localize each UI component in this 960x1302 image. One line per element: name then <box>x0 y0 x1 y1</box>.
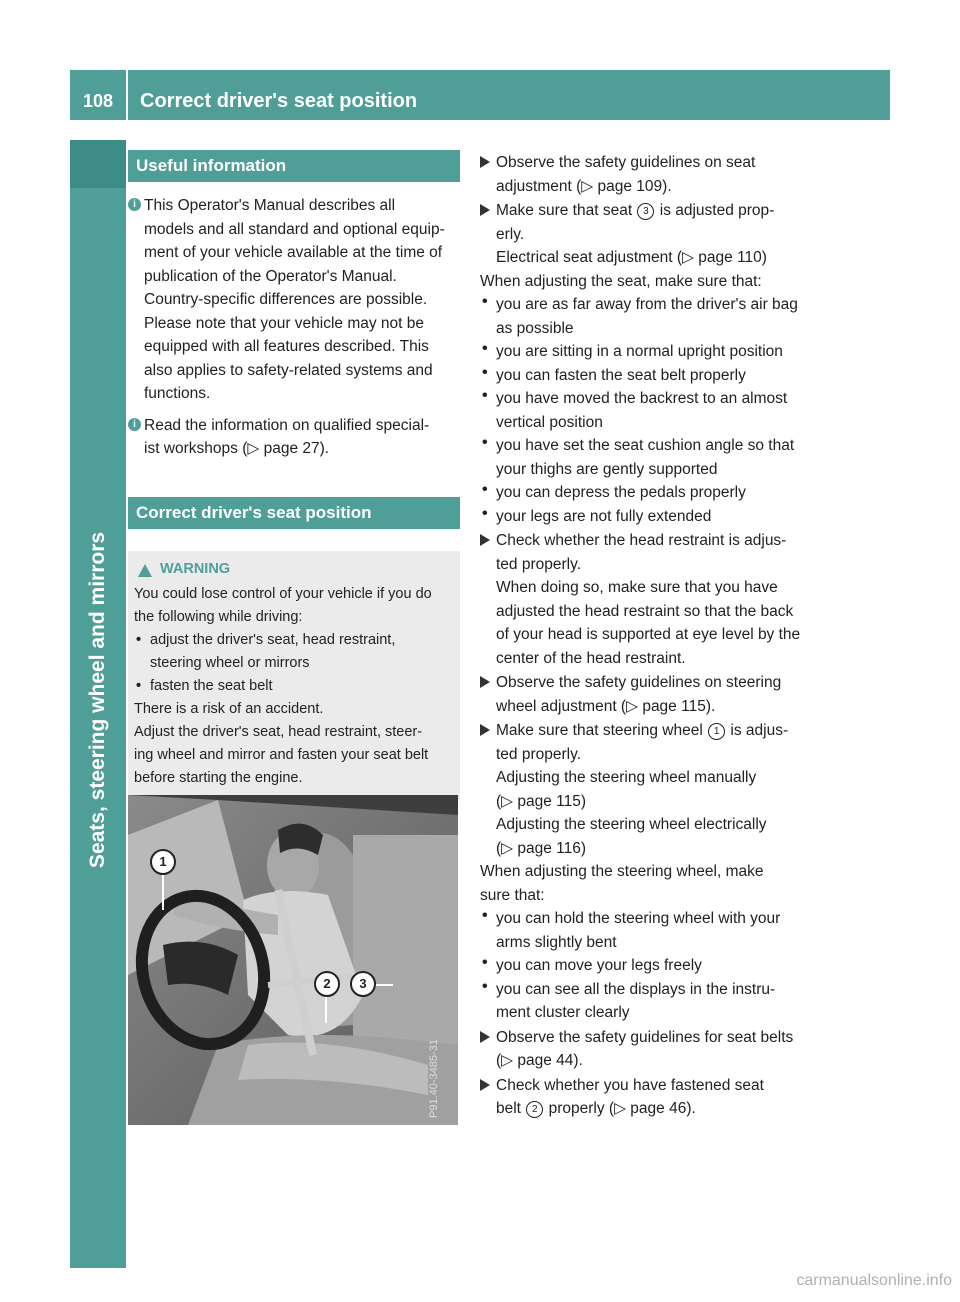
arrow-icon <box>480 724 490 736</box>
text-line <box>496 719 815 743</box>
warning-triangle-icon <box>138 564 152 577</box>
text-line: ment cluster clearly <box>496 1004 630 1021</box>
risk-text: There is a risk of an accident. <box>134 700 324 717</box>
text-line: Adjusting the steering wheel manually <box>496 769 757 786</box>
text-line: • you can depress the pedals properly <box>496 484 746 501</box>
text-line: (▷ page 115) <box>496 792 587 810</box>
text-line: Check whether the head restraint is adjus- <box>496 532 787 549</box>
callout-steering-wheel: 1 <box>150 849 176 875</box>
text-line: • you are as far away from the driver's air bag <box>496 296 798 313</box>
warning-box <box>128 551 460 800</box>
text-line: models and all standard and optional equip- <box>144 220 445 238</box>
list-item <box>480 387 815 434</box>
arrow-icon <box>480 1031 490 1043</box>
callout-seat: 3 <box>350 971 376 997</box>
text-line: the following while driving: <box>134 608 303 625</box>
text-line: When doing so, make sure that you have <box>496 579 778 596</box>
text-line: wheel adjustment (▷ page 115). <box>496 697 716 715</box>
arrow-icon <box>480 156 490 168</box>
warning-label: WARNING <box>160 560 231 577</box>
figure-code: P91.40-3485-31 <box>428 1039 440 1118</box>
arrow-icon <box>480 676 490 688</box>
arrow-icon <box>480 204 490 216</box>
text-fragment: belt <box>496 1100 526 1117</box>
list-item <box>134 675 454 698</box>
action-step <box>480 1074 815 1121</box>
text-line: ted properly. <box>496 745 582 763</box>
text-line: also applies to safety-related systems and <box>144 361 433 379</box>
warning-title <box>134 561 454 583</box>
text-fragment: is adjusted prop- <box>655 202 775 219</box>
driver-seat-illustration <box>128 795 458 1125</box>
text-line: • you can move your legs freely <box>496 957 702 974</box>
text-line: • fasten the seat belt <box>150 677 273 694</box>
list-item <box>480 434 815 481</box>
callout-seat-belt: 2 <box>314 971 340 997</box>
arrow-icon <box>480 1079 490 1091</box>
left-column <box>128 150 460 800</box>
page-header <box>70 70 890 120</box>
list-item <box>480 505 815 529</box>
callout-ref-seat: 3 <box>637 203 654 220</box>
text-line: Adjusting the steering wheel electrically <box>496 816 767 833</box>
action-step <box>480 719 815 860</box>
section-heading-seat-position: Correct driver's seat position <box>128 497 460 529</box>
text-line: (▷ page 44). <box>496 1052 583 1069</box>
page-number: 108 <box>70 70 126 120</box>
list-item <box>480 954 815 978</box>
callout-ref-steering-wheel: 1 <box>708 723 725 740</box>
text-line: vertical position <box>496 413 603 431</box>
text-line: adjustment (▷ page 109). <box>496 177 672 195</box>
list-item <box>480 481 815 505</box>
text-line <box>496 199 815 223</box>
text-line: equipped with all features described. This <box>144 338 429 355</box>
sidebar-tab-marker <box>70 140 126 188</box>
text-line: When adjusting the steering wheel, make <box>480 863 764 880</box>
text-line: You could lose control of your vehicle if you do <box>134 585 432 602</box>
sidebar-label: Seats, steering wheel and mirrors <box>86 531 109 869</box>
text-line: • you can see all the displays in the instru- <box>496 980 776 998</box>
right-column <box>480 150 815 1121</box>
action-step <box>480 1026 815 1073</box>
text-line: Observe the safety guidelines for seat belts <box>496 1028 794 1046</box>
text-line: erly. <box>496 225 525 243</box>
text-line: Observe the safety guidelines on steering <box>496 674 782 691</box>
seat-position-illustration <box>128 795 458 1125</box>
text-line: Please note that your vehicle may not be <box>144 314 425 332</box>
callout-ref-seat-belt: 2 <box>526 1101 543 1118</box>
text-fragment: Make sure that seat <box>496 202 637 219</box>
text-line: steering wheel or mirrors <box>150 654 310 671</box>
text-line: Check whether you have fastened seat <box>496 1076 764 1094</box>
text-line: • you have set the seat cushion angle so that <box>496 437 795 454</box>
text-line: Observe the safety guidelines on seat <box>496 154 756 171</box>
text-fragment: properly (▷ page 46). <box>544 1100 696 1117</box>
info-icon: i <box>128 198 141 211</box>
text-line: • you can fasten the seat belt properly <box>496 366 746 384</box>
text-line: of your head is supported at eye level by the <box>496 626 801 643</box>
text-line: • you can hold the steering wheel with your <box>496 910 781 927</box>
text-line: • your legs are not fully extended <box>496 507 712 525</box>
text-line: (▷ page 116) <box>496 839 587 857</box>
action-step <box>480 199 815 270</box>
text-line: ted properly. <box>496 555 582 573</box>
text-fragment: Make sure that steering wheel <box>496 722 708 739</box>
text-line: publication of the Operator's Manual. <box>144 267 397 285</box>
list-item <box>480 293 815 340</box>
action-step <box>480 529 815 670</box>
text-line: functions. <box>144 385 211 402</box>
page-title: Correct driver's seat position <box>128 70 890 120</box>
text-line: • you have moved the backrest to an almost <box>496 390 788 407</box>
text-line: your thighs are gently supported <box>496 460 718 478</box>
text-line: Adjust the driver's seat, head restraint, steer- <box>134 723 423 740</box>
action-step <box>480 671 815 718</box>
action-step <box>480 151 815 198</box>
text-line: sure that: <box>480 886 545 904</box>
text-line: ist workshops (▷ page 27). <box>144 440 330 457</box>
text-line: arms slightly bent <box>496 933 617 951</box>
text-line: Electrical seat adjustment (▷ page 110) <box>496 249 767 266</box>
arrow-icon <box>480 534 490 546</box>
info-note-2 <box>128 414 460 461</box>
text-fragment: is adjus- <box>726 722 789 739</box>
text-line: Read the information on qualified special- <box>144 416 430 434</box>
text-line: ment of your vehicle available at the time of <box>144 244 443 261</box>
list-item <box>480 364 815 388</box>
text-line: adjusted the head restraint so that the back <box>496 602 794 620</box>
text-line: • adjust the driver's seat, head restraint, <box>150 631 396 648</box>
text-line: Country-specific differences are possible. <box>144 291 428 308</box>
list-item <box>480 907 815 954</box>
text-line: • you are sitting in a normal upright position <box>496 343 783 360</box>
section-heading-useful: Useful information <box>128 150 460 182</box>
text-line: ing wheel and mirror and fasten your seat belt <box>134 746 429 763</box>
text-line: When adjusting the seat, make sure that: <box>480 272 762 290</box>
text-line: as possible <box>496 319 574 337</box>
list-item <box>480 340 815 364</box>
text-line <box>496 1097 815 1121</box>
list-item <box>480 978 815 1025</box>
text-line: center of the head restraint. <box>496 649 686 667</box>
text-line: This Operator's Manual describes all <box>144 197 396 214</box>
text-line: before starting the engine. <box>134 769 303 786</box>
info-note-1 <box>128 194 460 406</box>
list-item <box>134 629 454 675</box>
info-icon: i <box>128 418 141 431</box>
watermark: carmanualsonline.info <box>796 1272 952 1289</box>
